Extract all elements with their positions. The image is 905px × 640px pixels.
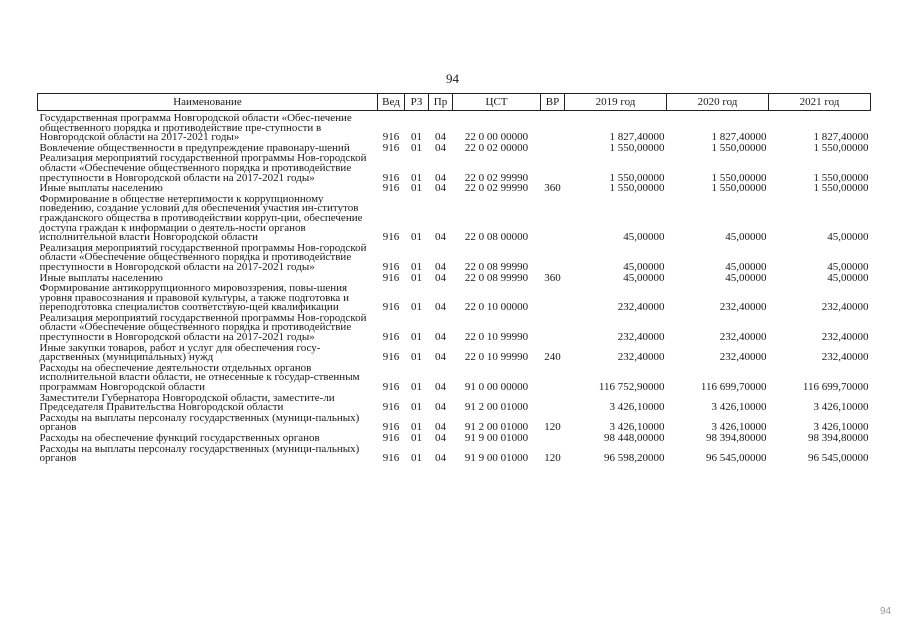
cell-cst: 91 9 00 01000 [464, 432, 529, 444]
cell-2019: 45,00000 [623, 271, 665, 284]
page-number: 94 [446, 71, 459, 86]
cell-2019: 45,00000 [623, 260, 665, 273]
cell-2020: 3 426,10000 [711, 401, 767, 414]
cell-ved: 916 [382, 452, 400, 465]
cell-2020: 45,00000 [725, 231, 767, 244]
cell-rz: 01 [411, 401, 422, 414]
cell-2021: 3 426,10000 [813, 401, 869, 414]
header-name: Наименование [38, 94, 378, 111]
cell-2019: 232,40000 [617, 301, 665, 314]
cell-name: Государственная программа Новгородской области «Обес-печение общественного порядка и противодействие пре-ступности в Новгородской области на 2017-2021 годы» [39, 112, 352, 144]
margin-note: 94 [880, 606, 892, 617]
cell-rz: 01 [411, 271, 422, 284]
cell-rz: 01 [411, 432, 422, 444]
cell-pr: 04 [435, 141, 446, 154]
cell-name: Расходы на выплаты персоналу государственных (муници-пальных) органов [39, 411, 360, 434]
cell-name: Формирование в обществе нетерпимости к коррупционному поведению, создание условий для обеспечения участия ин-ститутов гражданского общества в противодействии корруп-ции, обеспечение доступа граждан к информации о деятель-ности органов исполнительной власти Новгородской области [39, 192, 363, 244]
cell-pr: 04 [435, 351, 446, 364]
cell-vr [541, 111, 565, 143]
cell-cst: 22 0 02 00000 [464, 141, 529, 154]
cell-vr [541, 194, 565, 243]
cell-ved: 916 [382, 381, 400, 394]
cell-2021: 45,00000 [827, 260, 869, 273]
table-header-row [38, 94, 871, 111]
cell-2019: 1 550,00000 [609, 171, 665, 184]
cell-vr: 240 [544, 351, 561, 364]
cell-2020: 96 545,00000 [706, 452, 767, 465]
cell-2020: 1 550,00000 [711, 141, 767, 154]
cell-2019: 3 426,10000 [609, 401, 665, 414]
cell-2019: 45,00000 [623, 231, 665, 244]
cell-pr: 04 [435, 421, 446, 434]
cell-ved: 916 [382, 141, 400, 154]
cell-ved: 916 [382, 260, 400, 273]
cell-pr: 04 [435, 401, 446, 414]
cell-rz: 01 [411, 171, 422, 184]
cell-rz: 01 [411, 141, 422, 154]
cell-pr: 04 [435, 301, 446, 314]
cell-2019: 116 752,90000 [598, 381, 665, 394]
cell-ved: 916 [382, 301, 400, 314]
cell-pr: 04 [435, 432, 446, 444]
cell-name: Вовлечение общественности в предупреждение правонару-шений [39, 141, 350, 154]
cell-name: Заместители Губернатора Новгородской области, заместите-ли Председателя Правительства Новгородской области [39, 391, 335, 414]
cell-vr [541, 433, 565, 444]
table-row [38, 393, 871, 413]
cell-cst: 22 0 08 99990 [464, 271, 529, 284]
cell-2021: 45,00000 [827, 271, 869, 284]
cell-vr [541, 363, 565, 393]
cell-2021: 232,40000 [821, 351, 869, 364]
cell-rz: 01 [411, 231, 422, 244]
cell-rz: 01 [411, 260, 422, 273]
cell-pr: 04 [435, 452, 446, 465]
cell-vr: 120 [544, 421, 561, 434]
cell-2021: 1 550,00000 [813, 141, 869, 154]
header-pr: Пр [429, 94, 453, 111]
cell-ved: 916 [382, 182, 400, 195]
cell-rz: 01 [411, 452, 422, 465]
cell-pr: 04 [435, 331, 446, 344]
table-row [38, 111, 871, 143]
cell-2021: 116 699,70000 [802, 381, 869, 394]
cell-vr [541, 243, 565, 273]
cell-ved: 916 [382, 421, 400, 434]
cell-name: Иные выплаты населению [39, 182, 163, 195]
cell-2021: 1 550,00000 [813, 171, 869, 184]
table-row [38, 444, 871, 464]
cell-cst: 22 0 00 00000 [464, 131, 529, 144]
cell-2020: 3 426,10000 [711, 421, 767, 434]
cell-rz: 01 [411, 421, 422, 434]
cell-ved: 916 [382, 401, 400, 414]
cell-name: Иные закупки товаров, работ и услуг для обеспечения госу-дарственных (муниципальных) нужд [39, 341, 321, 364]
cell-vr: 360 [544, 271, 561, 284]
cell-2020: 232,40000 [719, 301, 767, 314]
cell-2019: 232,40000 [617, 351, 665, 364]
cell-rz: 01 [411, 351, 422, 364]
cell-2021: 1 550,00000 [813, 182, 869, 195]
cell-2020: 232,40000 [719, 331, 767, 344]
cell-2020: 45,00000 [725, 260, 767, 273]
cell-vr [541, 313, 565, 343]
cell-cst: 22 0 10 00000 [464, 301, 529, 314]
cell-rz: 01 [411, 182, 422, 195]
cell-pr: 04 [435, 381, 446, 394]
header-ved: Вед [378, 94, 405, 111]
cell-cst: 91 2 00 01000 [464, 421, 529, 434]
header-rz: РЗ [405, 94, 429, 111]
cell-cst: 22 0 08 00000 [464, 231, 529, 244]
cell-vr: 360 [544, 182, 561, 195]
cell-cst: 22 0 10 99990 [464, 331, 529, 344]
cell-pr: 04 [435, 131, 446, 144]
cell-vr: 120 [544, 452, 561, 465]
cell-2019: 1 827,40000 [609, 131, 665, 144]
cell-pr: 04 [435, 260, 446, 273]
cell-2021: 98 394,80000 [808, 432, 869, 444]
cell-2019: 1 550,00000 [609, 182, 665, 195]
cell-2021: 232,40000 [821, 331, 869, 344]
cell-cst: 22 0 10 99990 [464, 351, 529, 364]
cell-rz: 01 [411, 381, 422, 394]
cell-vr [541, 153, 565, 183]
cell-2019: 232,40000 [617, 331, 665, 344]
table-row [38, 243, 871, 273]
cell-cst: 91 0 00 00000 [464, 381, 529, 394]
cell-cst: 22 0 08 99990 [464, 260, 529, 273]
cell-name: Реализация мероприятий государственной программы Нов-городской области «Обеспечение общественного порядка и противодействие преступности в Новгородской области на 2017-2021 годы» [39, 311, 367, 344]
cell-ved: 916 [382, 432, 400, 444]
cell-2019: 1 550,00000 [609, 141, 665, 154]
cell-2021: 45,00000 [827, 231, 869, 244]
table-row [38, 313, 871, 343]
table-row [38, 283, 871, 313]
cell-pr: 04 [435, 231, 446, 244]
cell-2020: 1 550,00000 [711, 182, 767, 195]
cell-2020: 98 394,80000 [706, 432, 767, 444]
table-row [38, 413, 871, 433]
table-body [38, 111, 871, 464]
table-row [38, 153, 871, 183]
budget-table [37, 93, 871, 464]
cell-2021: 96 545,00000 [808, 452, 869, 465]
cell-vr [541, 393, 565, 413]
cell-2020: 1 550,00000 [711, 171, 767, 184]
cell-rz: 01 [411, 301, 422, 314]
header-vr: ВР [541, 94, 565, 111]
cell-pr: 04 [435, 182, 446, 195]
cell-2019: 98 448,00000 [604, 432, 665, 444]
cell-name: Расходы на обеспечение деятельности отдельных органов исполнительной власти области, не отнесенные к государ-ственным программам Новгородской области [39, 361, 360, 394]
table-row [38, 363, 871, 393]
cell-2021: 3 426,10000 [813, 421, 869, 434]
cell-2019: 3 426,10000 [609, 421, 665, 434]
cell-name: Реализация мероприятий государственной программы Нов-городской области «Обеспечение общественного порядка и противодействие преступности в Новгородской области на 2017-2021 годы» [39, 241, 367, 273]
cell-cst: 22 0 02 99990 [464, 182, 529, 195]
cell-ved: 916 [382, 331, 400, 344]
cell-cst: 91 9 00 01000 [464, 452, 529, 465]
cell-rz: 01 [411, 331, 422, 344]
cell-pr: 04 [435, 271, 446, 284]
header-2020: 2020 год [667, 94, 769, 111]
cell-pr: 04 [435, 171, 446, 184]
cell-2020: 116 699,70000 [700, 381, 767, 394]
cell-name: Иные выплаты населению [39, 271, 163, 284]
cell-name: Реализация мероприятий государственной программы Нов-городской области «Обеспечение общественного порядка и противодействие преступности в Новгородской области на 2017-2021 годы» [39, 152, 367, 184]
cell-name: Формирование антикоррупционного мировоззрения, повы-шения уровня правосознания и правовой культуры, а также подготовка и переподготовка специалистов соответствую-щей квалификации [39, 282, 349, 314]
cell-2021: 232,40000 [821, 301, 869, 314]
header-2021: 2021 год [769, 94, 871, 111]
cell-cst: 22 0 02 99990 [464, 171, 529, 184]
cell-ved: 916 [382, 351, 400, 364]
cell-2021: 1 827,40000 [813, 131, 869, 144]
table-row [38, 433, 871, 444]
cell-ved: 916 [382, 271, 400, 284]
table-row [38, 194, 871, 243]
cell-ved: 916 [382, 231, 400, 244]
cell-2020: 232,40000 [719, 351, 767, 364]
table-row [38, 343, 871, 363]
cell-2019: 96 598,20000 [604, 452, 665, 465]
cell-vr [541, 283, 565, 313]
cell-2020: 1 827,40000 [711, 131, 767, 144]
cell-ved: 916 [382, 131, 400, 144]
cell-name: Расходы на обеспечение функций государственных органов [39, 432, 320, 444]
cell-vr [541, 143, 565, 154]
cell-name: Расходы на выплаты персоналу государственных (муници-пальных) органов [39, 442, 360, 465]
cell-rz: 01 [411, 131, 422, 144]
cell-2020: 45,00000 [725, 271, 767, 284]
header-cst: ЦСТ [453, 94, 541, 111]
cell-ved: 916 [382, 171, 400, 184]
cell-cst: 91 2 00 01000 [464, 401, 529, 414]
header-2019: 2019 год [565, 94, 667, 111]
